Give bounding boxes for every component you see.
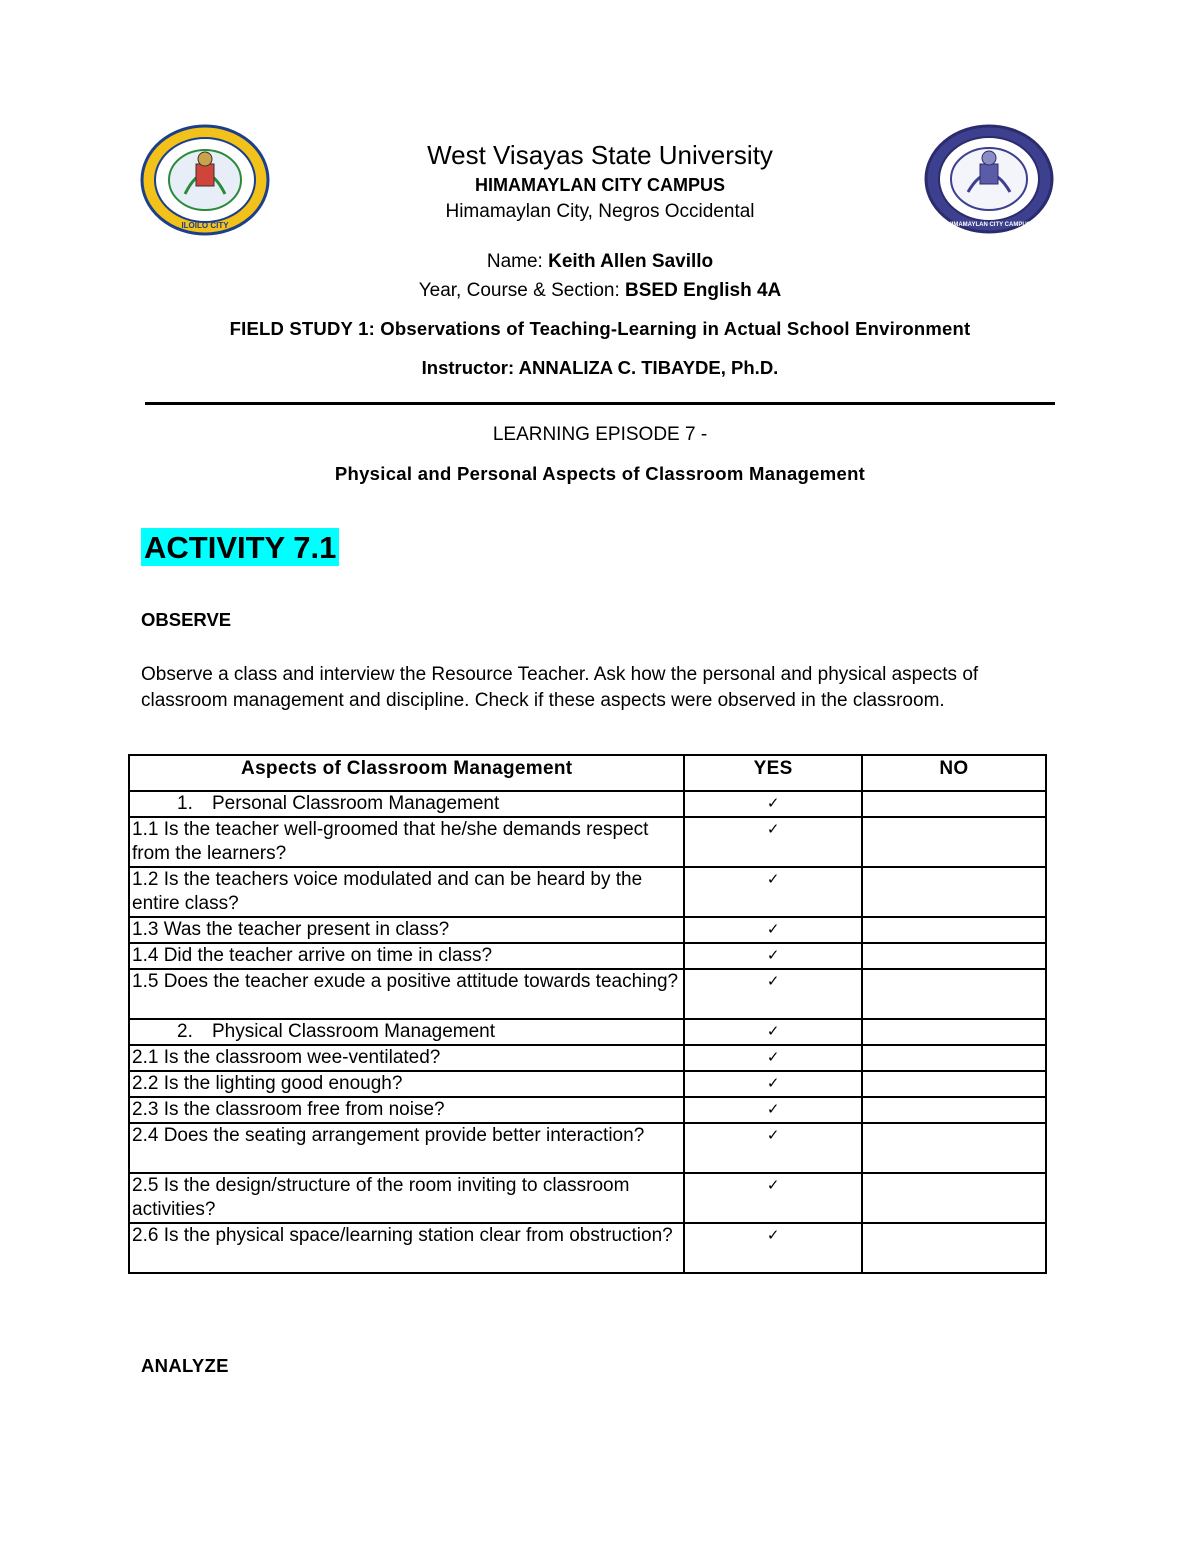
header-divider [145, 402, 1055, 405]
aspects-table [128, 754, 1047, 1274]
question-cell: 2.6 Is the physical space/learning station clear from obstruction? [129, 1223, 684, 1273]
observe-heading: OBSERVE [141, 609, 232, 630]
table-header-row [129, 755, 1046, 791]
table-row [129, 969, 1046, 1019]
section-heading-personal: 1. Personal Classroom Management [129, 791, 684, 817]
yes-check[interactable]: ✓ [684, 943, 861, 969]
header-yes: YES [684, 755, 861, 791]
question-cell: 1.4 Did the teacher arrive on time in class? [129, 943, 684, 969]
table-row [129, 791, 1046, 817]
question-cell: 1.1 Is the teacher well-groomed that he/she demands respect from the learners? [129, 817, 684, 867]
yes-check[interactable]: ✓ [684, 1173, 861, 1223]
header-no: NO [862, 755, 1046, 791]
analyze-heading: ANALYZE [141, 1355, 229, 1376]
student-name-line [0, 251, 1200, 273]
header-aspects: Aspects of Classroom Management [129, 755, 684, 791]
yes-check[interactable]: ✓ [684, 1123, 861, 1173]
no-cell[interactable] [862, 943, 1046, 969]
section-heading-physical: 2. Physical Classroom Management [129, 1019, 684, 1045]
yes-check[interactable]: ✓ [684, 1045, 861, 1071]
name-label: Name: [486, 251, 549, 272]
campus-location: Himamaylan City, Negros Occidental [445, 201, 755, 222]
yes-check[interactable]: ✓ [684, 917, 861, 943]
field-study-title: FIELD STUDY 1: Observations of Teaching-Learning in Actual School Environment [229, 318, 971, 339]
table-row [129, 917, 1046, 943]
table-row [129, 1019, 1046, 1045]
university-name: West Visayas State University [427, 140, 773, 170]
no-cell[interactable] [862, 1173, 1046, 1223]
no-cell[interactable] [862, 1097, 1046, 1123]
campus-name: HIMAMAYLAN CITY CAMPUS [474, 175, 725, 195]
yes-check[interactable]: ✓ [684, 1019, 861, 1045]
no-cell[interactable] [862, 1019, 1046, 1045]
question-cell: 2.1 Is the classroom wee-ventilated? [129, 1045, 684, 1071]
year-label: Year, Course & Section: [418, 280, 626, 301]
year-value: BSED English 4A [625, 280, 782, 301]
episode-title: Physical and Personal Aspects of Classroom Management [334, 463, 866, 484]
table-row [129, 943, 1046, 969]
yes-check[interactable]: ✓ [684, 1097, 861, 1123]
table-row [129, 1071, 1046, 1097]
no-cell[interactable] [862, 1045, 1046, 1071]
instructor-line: Instructor: ANNALIZA C. TIBAYDE, Ph.D. [421, 357, 779, 378]
table-row [129, 867, 1046, 917]
no-cell[interactable] [862, 817, 1046, 867]
yes-check[interactable]: ✓ [684, 1071, 861, 1097]
seal-right-bottom-text: HIMAMAYLAN CITY CAMPUS [947, 222, 1031, 228]
no-cell[interactable] [862, 1071, 1046, 1097]
table-row [129, 1173, 1046, 1223]
question-cell: 2.3 Is the classroom free from noise? [129, 1097, 684, 1123]
no-cell[interactable] [862, 867, 1046, 917]
no-cell[interactable] [862, 917, 1046, 943]
seal-left-bottom-text: ILOILO CITY [181, 221, 229, 230]
question-cell: 2.2 Is the lighting good enough? [129, 1071, 684, 1097]
yes-check[interactable]: ✓ [684, 791, 861, 817]
question-cell: 1.5 Does the teacher exude a positive attitude towards teaching? [129, 969, 684, 1019]
no-cell[interactable] [862, 1223, 1046, 1273]
year-course-line [0, 280, 1200, 302]
table-row [129, 1097, 1046, 1123]
question-cell: 1.2 Is the teachers voice modulated and can be heard by the entire class? [129, 867, 684, 917]
question-cell: 1.3 Was the teacher present in class? [129, 917, 684, 943]
no-cell[interactable] [862, 969, 1046, 1019]
activity-title: ACTIVITY 7.1 [141, 528, 339, 566]
table-row [129, 1045, 1046, 1071]
table-row [129, 817, 1046, 867]
observe-instructions: Observe a class and interview the Resource Teacher. Ask how the personal and physical aspects of classroom management and discipline. Check if these aspects were observed in the classroom. [141, 664, 979, 711]
no-cell[interactable] [862, 1123, 1046, 1173]
question-cell: 2.5 Is the design/structure of the room inviting to classroom activities? [129, 1173, 684, 1223]
question-cell: 2.4 Does the seating arrangement provide better interaction? [129, 1123, 684, 1173]
table-row [129, 1223, 1046, 1273]
yes-check[interactable]: ✓ [684, 867, 861, 917]
table-row [129, 1123, 1046, 1173]
yes-check[interactable]: ✓ [684, 969, 861, 1019]
no-cell[interactable] [862, 791, 1046, 817]
name-value: Keith Allen Savillo [548, 251, 714, 272]
yes-check[interactable]: ✓ [684, 1223, 861, 1273]
episode-label: LEARNING EPISODE 7 - [492, 424, 708, 445]
yes-check[interactable]: ✓ [684, 817, 861, 867]
